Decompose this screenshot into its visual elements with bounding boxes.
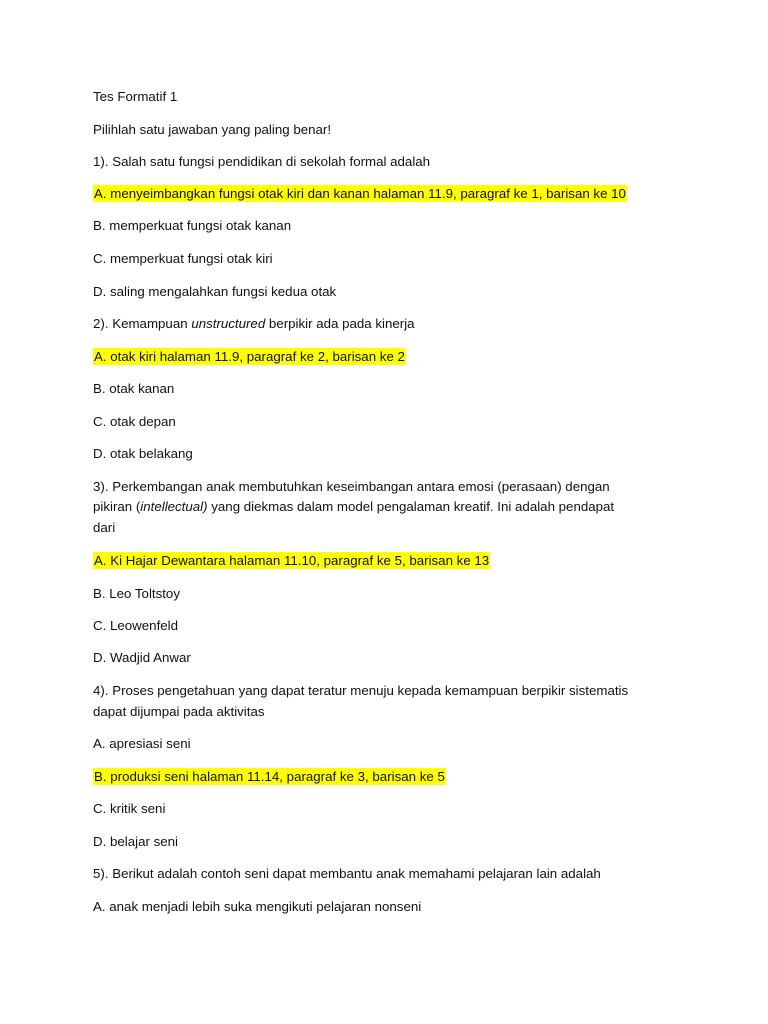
question-1-option-b: B. memperkuat fungsi otak kanan: [93, 218, 292, 233]
highlighted-answer: A. otak kiri halaman 11.9, paragraf ke 2, barisan ke 2: [94, 349, 405, 364]
question-2-option-a: [93, 349, 406, 365]
question-4-option-b: [93, 769, 446, 785]
question-4-text-line-2: dapat dijumpai pada aktivitas: [93, 704, 265, 719]
highlighted-answer: A. Ki Hajar Dewantara halaman 11.10, paragraf ke 5, barisan ke 13: [94, 553, 490, 568]
question-2-option-b: B. otak kanan: [93, 381, 175, 396]
question-1-text: 1). Salah satu fungsi pendidikan di sekolah formal adalah: [93, 154, 431, 169]
question-4-text-line-1: 4). Proses pengetahuan yang dapat teratur menuju kepada kemampuan berpikir sistematis: [93, 683, 629, 698]
question-2-option-d: D. otak belakang: [93, 446, 193, 461]
question-4-option-a: A. apresiasi seni: [93, 736, 191, 751]
question-3-text-line-1: 3). Perkembangan anak membutuhkan keseimbangan antara emosi (perasaan) dengan: [93, 479, 610, 494]
question-3-text-line-2: [93, 499, 614, 515]
question-3-text-end: yang diekmas dalam model pengalaman kreatif. Ini adalah pendapat: [207, 499, 615, 514]
question-2-text-start: 2). Kemampuan: [93, 316, 192, 331]
question-1-option-a: [93, 186, 627, 202]
question-3-italic-term: intellectual): [140, 499, 208, 514]
question-2-italic-term: unstructured: [191, 316, 266, 331]
highlighted-answer: A. menyeimbangkan fungsi otak kiri dan kanan halaman 11.9, paragraf ke 1, barisan ke 10: [94, 186, 626, 201]
question-4-option-c: C. kritik seni: [93, 801, 166, 816]
instruction-text: Pilihlah satu jawaban yang paling benar!: [93, 122, 332, 137]
document-title: Tes Formatif 1: [93, 89, 178, 104]
question-1-option-d: D. saling mengalahkan fungsi kedua otak: [93, 284, 337, 299]
question-3-option-d: D. Wadjid Anwar: [93, 650, 191, 665]
question-3-option-b: B. Leo Toltstoy: [93, 586, 180, 601]
question-5-text: 5). Berikut adalah contoh seni dapat membantu anak memahami pelajaran lain adalah: [93, 866, 601, 881]
question-1-option-c: C. memperkuat fungsi otak kiri: [93, 251, 273, 266]
question-2-text: [93, 316, 415, 332]
question-3-option-a: [93, 553, 490, 569]
question-2-text-end: berpikir ada pada kinerja: [265, 316, 415, 331]
question-5-option-a: A. anak menjadi lebih suka mengikuti pelajaran nonseni: [93, 899, 422, 914]
question-4-option-d: D. belajar seni: [93, 834, 178, 849]
highlighted-answer: B. produksi seni halaman 11.14, paragraf ke 3, barisan ke 5: [94, 769, 445, 784]
question-2-option-c: C. otak depan: [93, 414, 176, 429]
question-3-text-start: pikiran (: [93, 499, 141, 514]
question-3-option-c: C. Leowenfeld: [93, 618, 179, 633]
question-3-text-line-3: dari: [93, 520, 116, 535]
